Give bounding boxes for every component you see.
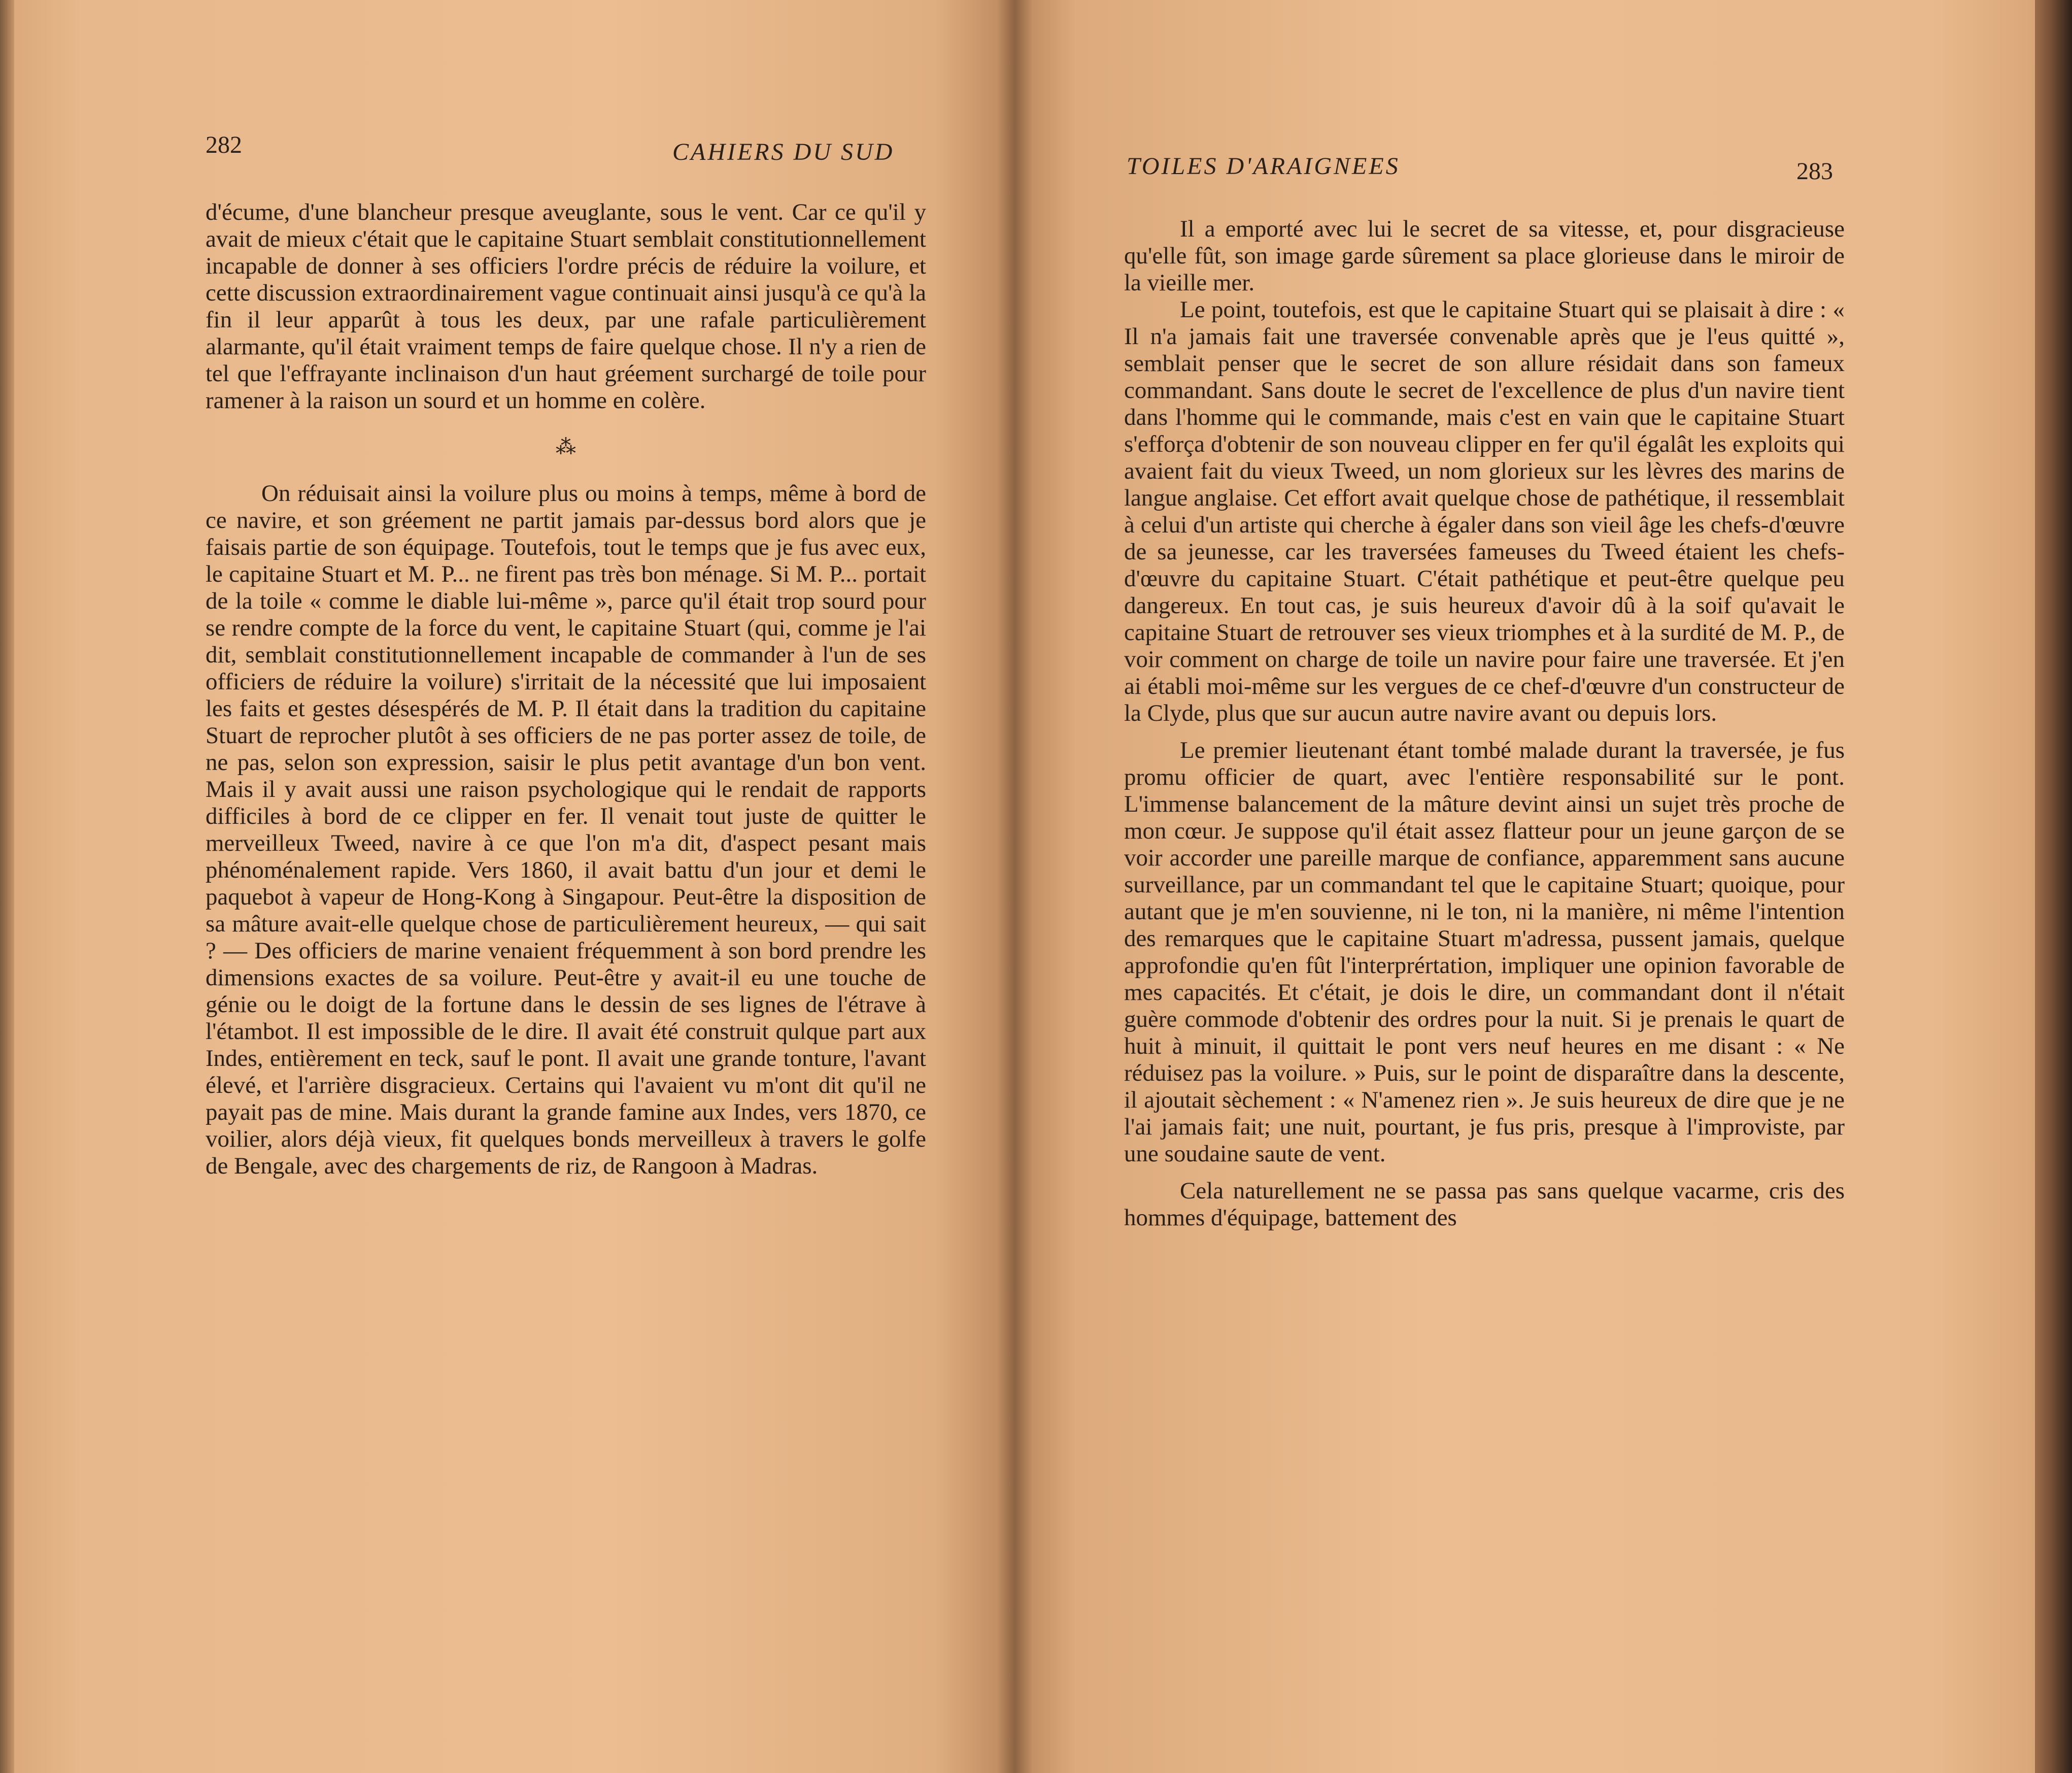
section-separator: ⁂ (556, 436, 576, 458)
right-page-edge (2035, 0, 2072, 1773)
right-page (1015, 0, 2035, 1773)
text-column (1124, 216, 1845, 1231)
paragraph: Cela naturellement ne se passa pas sans quelque vacarme, cris des hommes d'équipage, battement des (1124, 1178, 1845, 1231)
page-number: 282 (206, 131, 242, 158)
paragraph: Il a emporté avec lui le secret de sa vitesse, et, pour disgracieuse qu'elle fût, son image garde sûrement sa place glorieuse dans le miroir de la vieille mer. (1124, 216, 1845, 296)
left-page (0, 0, 1015, 1773)
running-head: TOILES D'ARAIGNEES (1127, 153, 1400, 180)
book-gutter (997, 0, 1033, 1773)
paragraph: On réduisait ainsi la voilure plus ou moins à temps, même à bord de ce navire, et son gréement ne partit jamais par-dessus bord alors que je faisais partie de son équipage. Toutefois, tout le temps que je fus avec eux, le capitaine Stuart et M. P... ne firent pas très bon ménage. Si M. P... portait de la toile « comme le diable lui-même », parce qu'il était trop sourd pour se rendre compte de la force du vent, le capitaine Stuart (qui, comme je l'ai dit, semblait constitutionnellement incapable de commander à l'un de ses officiers de réduire la voilure) s'irritait de la nécessité que lui imposaient les faits et gestes désespérés de M. P. Il était dans la tradition du capitaine Stuart de reprocher plutôt à ses officiers de ne pas porter assez de toile, de ne pas, selon son expression, saisir le plus petit avantage d'un bon vent. Mais il y avait aussi une raison psychologique qui le rendait de rapports difficiles à bord de ce clipper en fer. Il venait tout juste de quitter le merveilleux Tweed, navire à ce que l'on m'a dit, d'aspect pesant mais phénoménalement rapide. Vers 1860, il avait battu d'un jour et demi le paquebot à vapeur de Hong-Kong à Singapour. Peut-être la disposition de sa mâture avait-elle quelque chose de particulièrement heureux, — qui sait ? — Des officiers de marine venaient fréquemment à son bord prendre les dimensions exactes de sa voilure. Peut-être y avait-il eu une touche de génie ou le doigt de la fortune dans le dessin de ses lignes de l'étrave à l'étambot. Il est impossible de le dire. Il avait été construit qulque part aux Indes, entièrement en teck, sauf le pont. Il avait une grande tonture, l'avant élevé, et l'arrière disgracieux. Certains qui l'avaient vu m'ont dit qu'il ne payait pas de mine. Mais durant la grande famine aux Indes, vers 1870, ce voilier, alors déjà vieux, fit quelques bonds merveilleux à travers le golfe de Bengale, avec des chargements de riz, de Rangoon à Madras. (206, 480, 926, 1179)
paragraph: Le point, toutefois, est que le capitaine Stuart qui se plaisait à dire : « Il n'a jamais fait une traversée convenable après que je l'eus quitté », semblait penser que le secret de son allure résidait dans son fameux commandant. Sans doute le secret de l'excellence de plus d'un navire tient dans l'homme qui le commande, mais c'est en vain que le capitaine Stuart s'efforça d'obtenir de son nouveau clipper en fer qu'il égalât les exploits qui avaient fait du vieux Tweed, un nom glorieux sur les lèvres des marins de langue anglaise. Cet effort avait quelque chose de pathétique, il ressemblait à celui d'un artiste qui cherche à égaler dans son vieil âge les chefs-d'œuvre de sa jeunesse, car les traversées fameuses du Tweed étaient les chefs-d'œuvre du capitaine Stuart. C'était pathétique et peut-être quelque peu dangereux. En tout cas, je suis heureux d'avoir dû à la soif qu'avait le capitaine Stuart de retrouver ses vieux triomphes et à la surdité de M. P., de voir comment on charge de toile un navire pour faire une traversée. Et j'en ai établi moi-même sur les vergues de ce chef-d'œuvre d'un constructeur de la Clyde, plus que sur aucun autre navire avant ou depuis lors. (1124, 296, 1845, 726)
text-column (206, 199, 926, 1180)
paragraph: d'écume, d'une blancheur presque aveuglante, sous le vent. Car ce qu'il y avait de mieux c'était que le capitaine Stuart semblait constitutionnellement incapable de donner à ses officiers l'ordre précis de réduire la voilure, et cette discussion extraordinairement vague continuait ainsi jusqu'à ce qu'à la fin il leur apparût à tous les deux, par une rafale particulièrement alarmante, qu'il était vraiment temps de faire quelque chose. Il n'y a rien de tel que l'effrayante inclinaison d'un haut gréement surchargé de toile pour ramener à la raison un sourd et un homme en colère. (206, 199, 926, 414)
page-number: 283 (1796, 158, 1833, 185)
running-head: CAHIERS DU SUD (672, 139, 895, 165)
paragraph: Le premier lieutenant étant tombé malade durant la traversée, je fus promu officier de quart, avec l'entière responsabilité sur le pont. L'immense balancement de la mâture devint ainsi un sujet très proche de mon cœur. Je suppose qu'il était assez flatteur pour un jeune garçon de se voir accorder une pareille marque de confiance, apparemment sans aucune surveillance, par un commandant tel que le capitaine Stuart; quoique, pour autant que je m'en souvienne, ni le ton, ni la manière, ni même l'intention des remarques que le capitaine Stuart m'adressa, pussent jamais, quelque approfondie qu'en fût l'interprértation, impliquer une opinion favorable de mes capacités. Et c'était, je dois le dire, un commandant dont il n'était guère commode d'obtenir des ordres pour la nuit. Si je prenais le quart de huit à minuit, il quittait le pont vers neuf heures en me disant : « Ne réduisez pas la voilure. » Puis, sur le point de disparaître dans la descente, il ajoutait sèchement : « N'amenez rien ». Je suis heureux de dire que je ne l'ai jamais fait; une nuit, pourtant, je fus pris, presque à l'improviste, par une soudaine saute de vent. (1124, 737, 1845, 1167)
left-page-edge (0, 0, 14, 1773)
